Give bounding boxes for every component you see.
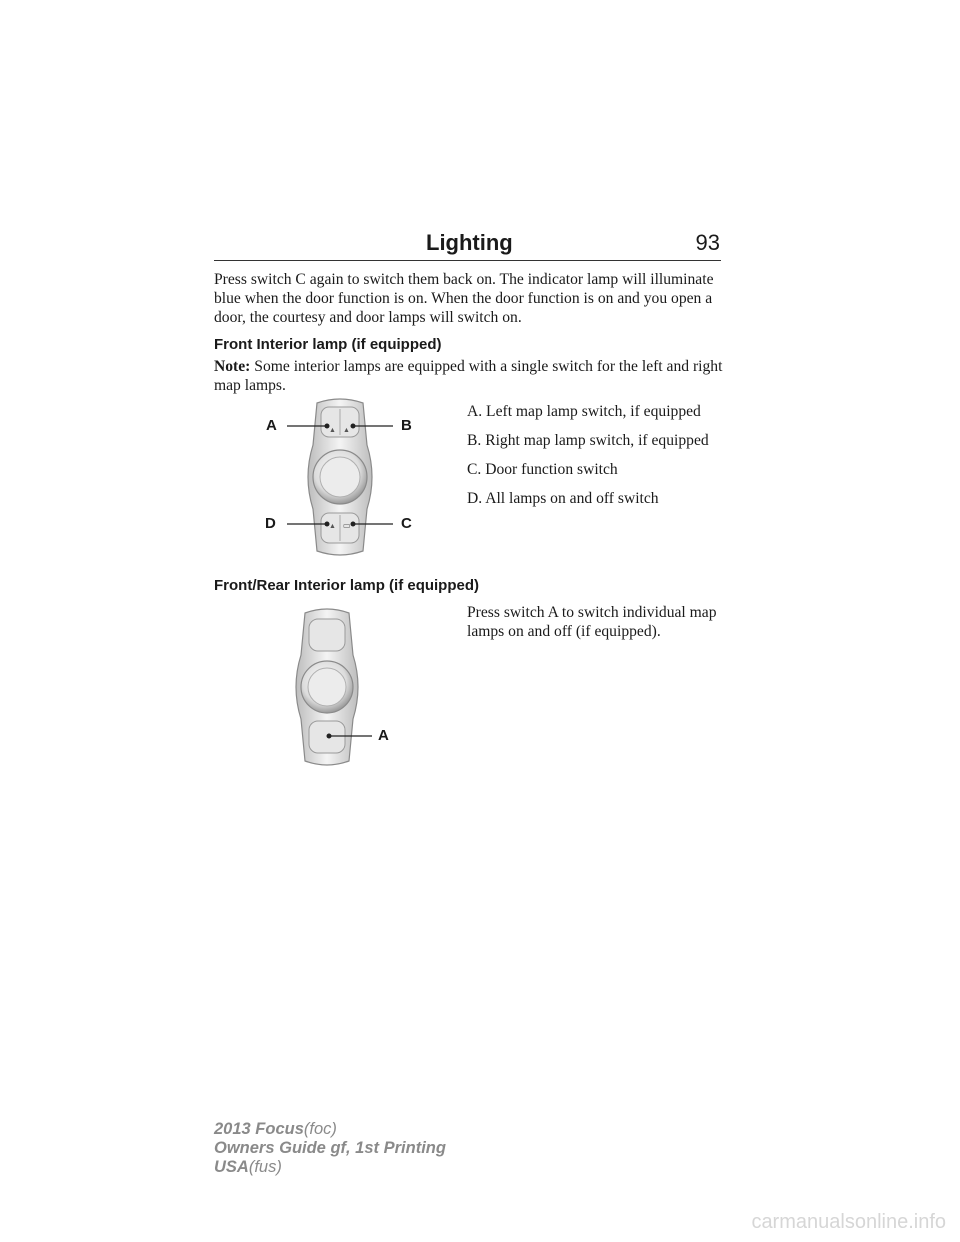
note-paragraph (214, 357, 724, 395)
left-map-lamp-icon: ▲ (329, 426, 336, 434)
callout-b: B (401, 417, 412, 434)
page-title: Lighting (426, 230, 513, 255)
footer-market-code: (fus) (248, 1158, 282, 1176)
rear-lamp-diagram (280, 605, 420, 770)
intro-paragraph: Press switch C again to switch them back on. The indicator lamp will illuminate blue when the door function is on. When the door function is on and you open a door, the courtesy and door lamps will switch on. (214, 271, 714, 326)
rear-section-heading: Front/Rear Interior lamp (if equipped) (214, 577, 480, 594)
legend-item: A. Left map lamp switch, if equipped (467, 403, 701, 420)
footer-model-code: (foc) (303, 1120, 337, 1138)
footer-guide: Owners Guide gf, 1st Printing (214, 1139, 446, 1157)
watermark: carmanualsonline.info (751, 1211, 946, 1233)
front-lamp-diagram (255, 395, 425, 560)
right-map-lamp-icon: ▲ (343, 426, 350, 434)
rear-top-switch (309, 619, 345, 651)
rear-section-description: Press switch A to switch individual map lamps on and off (if equipped). (467, 604, 717, 640)
footer-model: 2013 Focus (214, 1120, 304, 1138)
callout-d: D (265, 515, 276, 532)
note-label: Note: (214, 358, 251, 375)
callout-c: C (401, 515, 412, 532)
page-number: 93 (695, 230, 720, 255)
footer-market: USA (214, 1158, 249, 1176)
front-section-heading: Front Interior lamp (if equipped) (214, 336, 442, 353)
callout-a: A (266, 417, 277, 434)
front-lamp-legend (467, 402, 727, 518)
rear-callout-a: A (378, 727, 389, 744)
all-lamps-icon: ▲ (329, 522, 336, 530)
legend-item: B. Right map lamp switch, if equipped (467, 432, 709, 449)
legend-item: C. Door function switch (467, 461, 618, 478)
note-text: Some interior lamps are equipped with a single switch for the left and right map lamps. (214, 358, 723, 394)
legend-item: D. All lamps on and off switch (467, 490, 659, 507)
document-footer (214, 1120, 446, 1177)
door-lamp-icon: ▭ (343, 521, 351, 530)
header-divider (214, 260, 721, 261)
